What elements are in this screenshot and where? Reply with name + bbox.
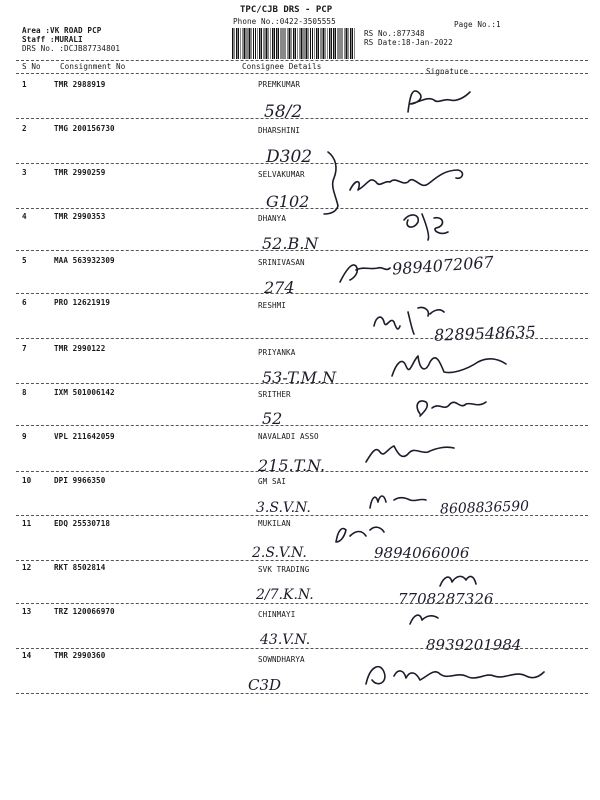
signature-row-13 xyxy=(410,615,438,624)
row-consignment: RKT 8502814 xyxy=(54,563,106,572)
row-sno: 8 xyxy=(22,388,27,397)
row-sno: 13 xyxy=(22,607,32,616)
column-header-sno: S No xyxy=(22,62,41,71)
row-address-handwritten: 3.S.V.N. xyxy=(256,500,311,516)
row-address-handwritten: 52 xyxy=(262,409,283,428)
row-phone-handwritten: 8939201984 xyxy=(426,636,522,654)
row-consignee-name: MUKILAN xyxy=(258,519,291,528)
row-sno: 6 xyxy=(22,298,27,307)
signature-row-7 xyxy=(392,356,506,376)
row-sno: 12 xyxy=(22,563,32,572)
signature-row-4 xyxy=(404,214,448,240)
row-address-handwritten: 2/7.K.N. xyxy=(256,587,314,603)
row-sno: 3 xyxy=(22,168,27,177)
row-consignee-name: SRITHER xyxy=(258,390,291,399)
row-consignment: VPL 211642059 xyxy=(54,432,115,441)
row-consignee-name: PREMKUMAR xyxy=(258,80,301,89)
row-sno: 14 xyxy=(22,651,32,660)
column-header-signature: Signature xyxy=(426,67,469,76)
row-consignee-name: SELVAKUMAR xyxy=(258,170,305,179)
row-consignment: EDQ 25530718 xyxy=(54,519,111,528)
row-address-handwritten: 2.S.V.N. xyxy=(252,545,307,561)
signature-row-11 xyxy=(336,527,384,542)
row-consignment: MAA 563932309 xyxy=(54,256,115,265)
row-sno: 4 xyxy=(22,212,27,221)
row-consignment: TRZ 120066970 xyxy=(54,607,115,616)
area-field: Area :VK ROAD PCP xyxy=(22,26,102,35)
row-address-handwritten: 215.T.N. xyxy=(258,456,326,475)
row-address-handwritten: D302 xyxy=(266,147,313,167)
row-consignee-name: SOWNDHARYA xyxy=(258,655,305,664)
signature-row-3 xyxy=(350,170,462,190)
rs-date: RS Date:18-Jan-2022 xyxy=(364,38,453,47)
row-address-handwritten: G102 xyxy=(266,192,310,211)
row-consignee-name: RESHMI xyxy=(258,301,287,310)
row-consignment: PRO 12621919 xyxy=(54,298,111,307)
row-sno: 2 xyxy=(22,124,27,133)
column-header-consignment: Consignment No xyxy=(60,62,126,71)
row-consignment: TMR 2990259 xyxy=(54,168,106,177)
drs-number: DRS No. :DCJB87734801 xyxy=(22,44,121,53)
row-sno: 10 xyxy=(22,476,32,485)
row-consignment: TMR 2988919 xyxy=(54,80,106,89)
row-consignment: TMR 2990353 xyxy=(54,212,106,221)
bracket-mark xyxy=(324,152,338,214)
signature-row-8 xyxy=(417,401,486,416)
row-address-handwritten: 52.B.N xyxy=(262,234,319,253)
row-consignee-name: PRIYANKA xyxy=(258,348,296,357)
signature-row-1 xyxy=(408,91,470,112)
signature-row-12 xyxy=(440,576,476,586)
row-phone-handwritten: 8608836590 xyxy=(439,498,530,518)
signature-row-10 xyxy=(370,496,426,508)
signature-row-5 xyxy=(340,265,390,282)
row-phone-handwritten: 9894072067 xyxy=(391,252,495,279)
row-consignee-name: SRINIVASAN xyxy=(258,258,305,267)
row-consignment: DPI 9966350 xyxy=(54,476,106,485)
row-sno: 7 xyxy=(22,344,27,353)
row-address-handwritten: C3D xyxy=(248,676,282,694)
row-sno: 11 xyxy=(22,519,32,528)
rs-number: RS No.:877348 xyxy=(364,29,425,38)
row-sno: 5 xyxy=(22,256,27,265)
signature-row-6 xyxy=(374,307,444,334)
row-address-handwritten: 53-T.M.N xyxy=(262,368,337,387)
row-consignee-name: DHANYA xyxy=(258,214,287,223)
row-phone-handwritten: 9894066006 xyxy=(374,544,470,562)
row-consignee-name: SVK TRADING xyxy=(258,565,310,574)
row-address-handwritten: 43.V.N. xyxy=(260,632,311,648)
staff-field: Staff :MURALI xyxy=(22,35,83,44)
row-consignee-name: DHARSHINI xyxy=(258,126,301,135)
column-header-consignee: Consignee Details xyxy=(242,62,322,71)
row-consignment: IXM 501006142 xyxy=(54,388,115,397)
row-phone-handwritten: 7708287326 xyxy=(398,590,494,608)
signature-row-14 xyxy=(366,667,544,684)
page-number: Page No.:1 xyxy=(454,20,501,29)
row-consignment: TMR 2990122 xyxy=(54,344,106,353)
row-address-handwritten: 58/2 xyxy=(264,102,303,122)
row-sno: 9 xyxy=(22,432,27,441)
row-sno: 1 xyxy=(22,80,27,89)
row-consignee-name: CHINMAYI xyxy=(258,610,296,619)
document-title: TPC/CJB DRS - PCP xyxy=(240,5,333,15)
row-consignment: TMG 200156730 xyxy=(54,124,115,133)
row-consignee-name: NAVALADI ASSO xyxy=(258,432,319,441)
phone-number: Phone No.:0422-3505555 xyxy=(233,17,336,26)
row-consignee-name: GM SAI xyxy=(258,477,287,486)
row-address-handwritten: 274 xyxy=(264,278,295,297)
signature-row-9 xyxy=(366,446,454,462)
row-phone-handwritten: 8289548635 xyxy=(433,322,537,345)
row-consignment: TMR 2990360 xyxy=(54,651,106,660)
